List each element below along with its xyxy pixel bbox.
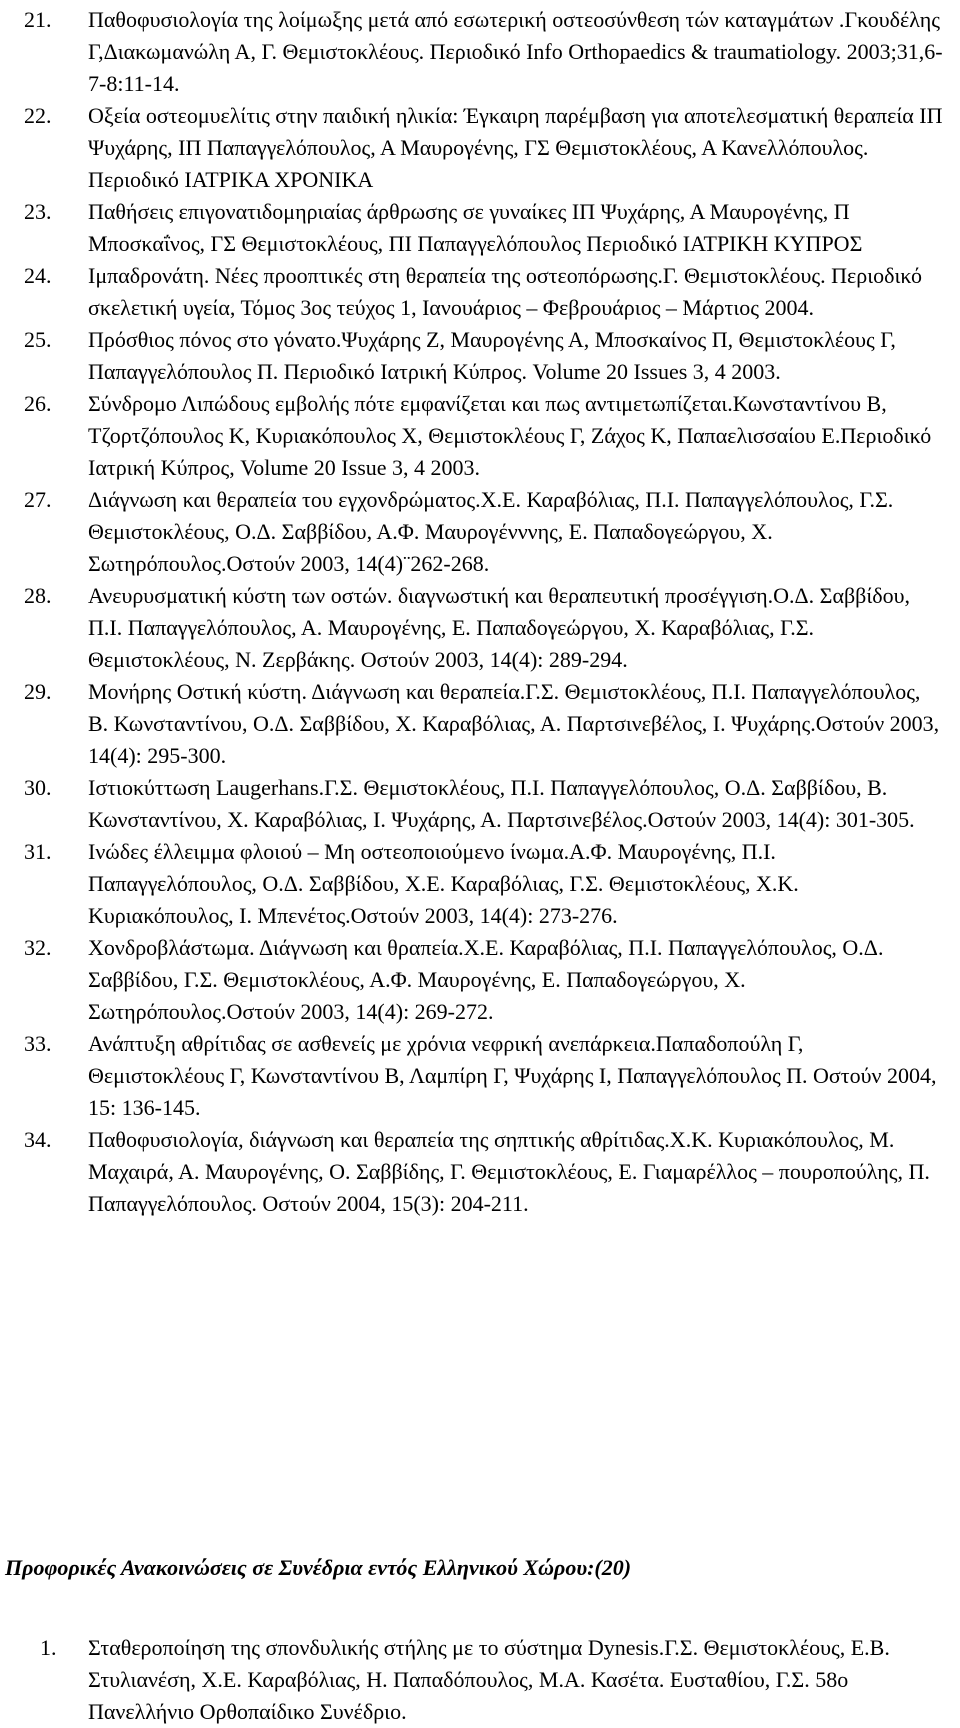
list-item [24,772,944,836]
list-item [24,196,944,260]
item-text: Οξεία οστεομυελίτις στην παιδική ηλικία: Έγκαιρη παρέμβαση για αποτελεσματική θεραπεία ΙΠ Ψυχάρης, ΙΠ Παπαγγελόπουλος, Α Μαυρογένης, ΓΣ Θεμιστοκλέους, Α Κανελλόπουλος. Περιοδικό ΙΑΤΡΙΚΑ ΧΡΟΝΙΚΑ [88,103,943,192]
item-number: 24. [24,263,52,288]
item-number: 31. [24,839,52,864]
item-number: 30. [24,775,52,800]
item-number: 33. [24,1031,52,1056]
list-item [24,932,944,1028]
item-text: Μονήρης Οστική κύστη. Διάγνωση και θεραπεία.Γ.Σ. Θεμιστοκλέους, Π.Ι. Παπαγγελόπουλος, Β. Κωνσταντίνου, Ο.Δ. Σαββίδου, Χ. Καραβόλιας, Α. Παρτσινεβέλος, Ι. Ψυχάρης.Οστούν 2003, 14(4): 295-300. [88,679,940,768]
list-item [24,260,944,324]
item-text: Παθοφυσιολογία, διάγνωση και θεραπεία της σηπτικής αθρίτιδας.Χ.Κ. Κυριακόπουλος, Μ. Μαχαιρά, Α. Μαυρογένης, Ο. Σαββίδης, Γ. Θεμιστοκλέους, Ε. Γιαμαρέλλος – πουροπούλης, Π. Παπαγγελόπουλος. Οστούν 2004, 15(3): 204-211. [88,1127,930,1216]
item-text: Διάγνωση και θεραπεία του εγχονδρώματος.Χ.Ε. Καραβόλιας, Π.Ι. Παπαγγελόπουλος, Γ.Σ. Θεμιστοκλέους, Ο.Δ. Σαββίδου, Α.Φ. Μαυρογένννης, Ε. Παπαδογεώργου, Χ. Σωτηρόπουλος.Οστούν 2003, 14(4)¨262-268. [88,487,894,576]
item-number: 21. [24,7,52,32]
list-item [40,1632,940,1728]
list-item [24,580,944,676]
item-number: 29. [24,679,52,704]
item-text: Σύνδρομο Λιπώδους εμβολής πότε εμφανίζεται και πως αντιμετωπίζεται.Κωνσταντίνου Β, Τζορτζόπουλος Κ, Κυριακόπουλος Χ, Θεμιστοκλέους Γ, Ζάχος Κ, Παπαελισσαίου Ε.Περιοδικό Ιατρική Κύπρος, Volume 20 Issue 3, 4 2003. [88,391,932,480]
list-item [24,1124,944,1220]
item-number: 25. [24,327,52,352]
item-text: Ιστιοκύττωση Laugerhans.Γ.Σ. Θεμιστοκλέους, Π.Ι. Παπαγγελόπουλος, Ο.Δ. Σαββίδου, Β. Κωνσταντίνου, Χ. Καραβόλιας, Ι. Ψυχάρης, Α. Παρτσινεβέλος.Οστούν 2003, 14(4): 301-305. [88,775,915,832]
item-text: Παθοφυσιολογία της λοίμωξης μετά από εσωτερική οστεοσύνθεση τών καταγμάτων .Γκουδέλης Γ,Διακωμανώλη Α, Γ. Θεμιστοκλέους. Περιοδικό Info Orthopaedics & traumatiology. 2003;31,6-7-8:11-14. [88,7,943,96]
list-item [24,1028,944,1124]
item-number: 26. [24,391,52,416]
item-text: Χονδροβλάστωμα. Διάγνωση και θραπεία.Χ.Ε. Καραβόλιας, Π.Ι. Παπαγγελόπουλος, Ο.Δ. Σαββίδου, Γ.Σ. Θεμιστοκλέους, Α.Φ. Μαυρογένης, Ε. Παπαδογεώργου, Χ. Σωτηρόπουλος.Οστούν 2003, 14(4): 269-272. [88,935,884,1024]
list-item [24,388,944,484]
publications-list [24,4,944,1220]
oral-presentations-list [40,1632,940,1728]
section-heading: Προφορικές Ανακοινώσεις σε Συνέδρια εντός Ελληνικού Χώρου:(20) [5,1555,632,1580]
item-text: Ανευρυσματική κύστη των οστών. διαγνωστική και θεραπευτική προσέγγιση.Ο.Δ. Σαββίδου, Π.Ι. Παπαγγελόπουλος, Α. Μαυρογένης, Ε. Παπαδογεώργου, Χ. Καραβόλιας, Γ.Σ. Θεμιστοκλέους, Ν. Ζερβάκης. Οστούν 2003, 14(4): 289-294. [88,583,911,672]
item-text: Ιμπαδρονάτη. Νέες προοπτικές στη θεραπεία της οστεοπόρωσης.Γ. Θεμιστοκλέους. Περιοδικό σκελετική υγεία, Τόμος 3ος τεύχος 1, Ιανουάριος – Φεβρουάριος – Μάρτιος 2004. [88,263,923,320]
item-number: 23. [24,199,52,224]
list-item [24,676,944,772]
item-number: 27. [24,487,52,512]
item-number: 28. [24,583,52,608]
list-item [24,484,944,580]
list-item [24,100,944,196]
list-item [24,4,944,100]
list-item [24,324,944,388]
item-number: 1. [40,1635,57,1660]
item-number: 34. [24,1127,52,1152]
list-item [24,836,944,932]
item-text: Ανάπτυξη αθρίτιδας σε ασθενείς με χρόνια νεφρική ανεπάρκεια.Παπαδοπούλη Γ, Θεμιστοκλέους Γ, Κωνσταντίνου Β, Λαμπίρη Γ, Ψυχάρης Ι, Παπαγγελόπουλος Π. Οστούν 2004, 15: 136-145. [88,1031,937,1120]
item-text: Πρόσθιος πόνος στο γόνατο.Ψυχάρης Ζ, Μαυρογένης Α, Μποσκαίνος Π, Θεμιστοκλέους Γ, Παπαγγελόπουλος Π. Περιοδικό Ιατρική Κύπρος. Volume 20 Issues 3, 4 2003. [88,327,896,384]
item-text: Ινώδες έλλειμμα φλοιού – Μη οστεοποιούμενο ίνωμα.Α.Φ. Μαυρογένης, Π.Ι. Παπαγγελόπουλος, Ο.Δ. Σαββίδου, Χ.Ε. Καραβόλιας, Γ.Σ. Θεμιστοκλέους, Χ.Κ. Κυριακόπουλος, Ι. Μπενέτος.Οστούν 2003, 14(4): 273-276. [88,839,799,928]
item-text: Σταθεροποίηση της σπονδυλικής στήλης με το σύστημα Dynesis.Γ.Σ. Θεμιστοκλέους, Ε.Β. Στυλιανέση, Χ.Ε. Καραβόλιας, Η. Παπαδόπουλος, Μ.Α. Κασέτα. Ευσταθίου, Γ.Σ. 58ο Πανελλήνιο Ορθοπαίδικο Συνέδριο. [88,1635,890,1724]
item-text: Παθήσεις επιγονατιδομηριαίας άρθρωσης σε γυναίκες ΙΠ Ψυχάρης, Α Μαυρογένης, Π Μποσκαΐνος, ΓΣ Θεμιστοκλέους, ΠΙ Παπαγγελόπουλος Περιοδικό ΙΑΤΡΙΚΗ ΚΥΠΡΟΣ [88,199,863,256]
item-number: 32. [24,935,52,960]
item-number: 22. [24,103,52,128]
